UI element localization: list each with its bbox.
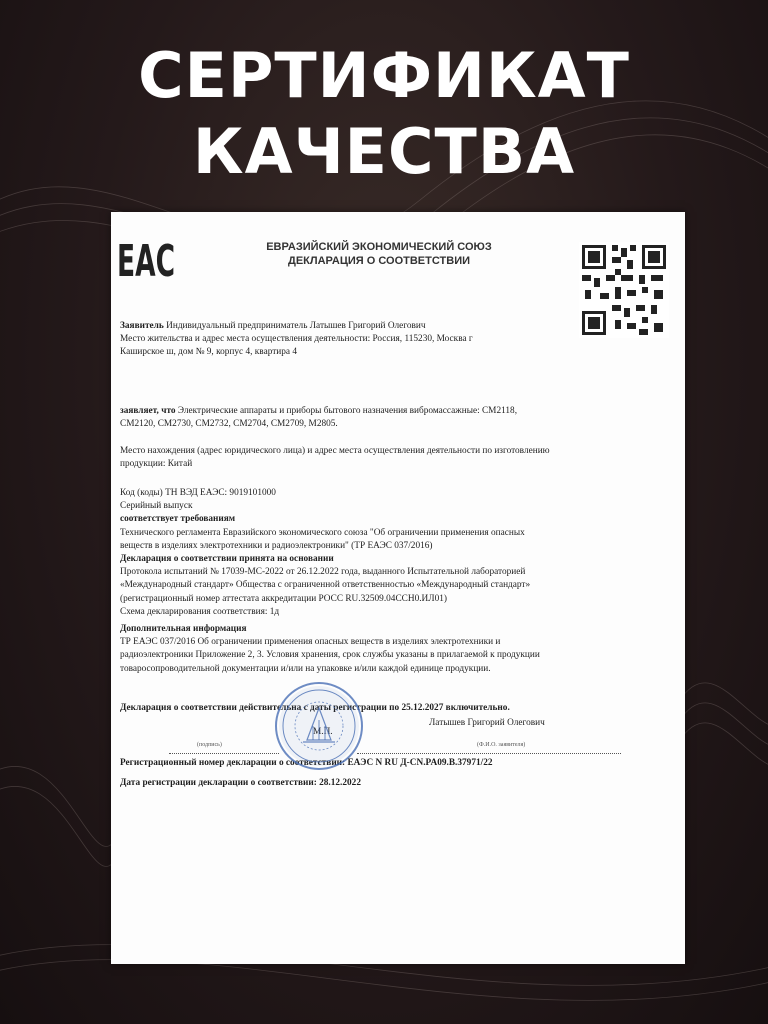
mp-mark: М.П. [313, 727, 333, 737]
address-line-2: Каширское ш, дом № 9, корпус 4, квартира 4 [120, 347, 298, 358]
requirements-section [120, 487, 665, 676]
registration-number: Регистрационный номер декларации о соответствии: ЕАЭС N RU Д-CN.PA09.B.37971/22 [120, 758, 493, 768]
document-header [239, 240, 519, 268]
basis-label: Декларация о соответствии принята на основании [120, 554, 334, 565]
official-stamp-icon [273, 680, 365, 772]
declares-text: Электрические аппараты и приборы бытового назначения вибромассажные: СМ2118, [177, 406, 518, 416]
extra-line-1: ТР ЕАЭС 037/2016 Об ограничении применения опасных веществ в изделиях электротехники и [120, 637, 501, 648]
header-line-2: ДЕКЛАРАЦИЯ О СООТВЕТСТВИИ [287, 255, 471, 267]
declaration-document [111, 212, 685, 964]
extra-info-label: Дополнительная информация [120, 624, 247, 635]
serial-release: Серийный выпуск [120, 501, 193, 512]
name-caption: (Ф.И.О. заявителя) [477, 742, 526, 748]
basis-line-3: (регистрационный номер аттестата аккредитации РОСС RU.32509.04ССН0.ИЛ01) [120, 593, 447, 604]
complies-line-2: веществ в изделиях электротехники и радиоэлектроники" (ТР ЕАЭС 037/2016) [120, 540, 433, 551]
manufacturer-section [120, 445, 665, 471]
applicant-text: Индивидуальный предприниматель Латышев Григорий Олегович [166, 321, 426, 331]
signer-name: Латышев Григорий Олегович [429, 718, 545, 728]
validity-line: Декларация о соответствии действительна с даты регистрации по 25.12.2027 включительно. [120, 703, 510, 713]
headline-line-2: КАЧЕСТВА [192, 115, 576, 188]
complies-line-1: Технического регламента Евразийского экономического союза "Об ограничении применения опасных [120, 527, 525, 538]
headline-line-1: СЕРТИФИКАТ [138, 39, 630, 112]
declares-section [120, 405, 665, 431]
signature-caption: (подпись) [197, 742, 222, 748]
extra-line-3: товаросопроводительной документации и/или на упаковке и/или каждой единице продукции. [120, 663, 491, 674]
tnved-code: Код (коды) ТН ВЭД ЕАЭС: 9019101000 [120, 488, 276, 498]
declares-label: заявляет, что [120, 406, 176, 416]
header-line-1: ЕВРАЗИЙСКИЙ ЭКОНОМИЧЕСКИЙ СОЮЗ [266, 241, 492, 253]
basis-line-2: «Международный стандарт» Общества с ограниченной ответственностью «Международный стандарт» [120, 580, 531, 591]
manufacturer-line-2: продукции: Китай [120, 459, 193, 470]
registration-date: Дата регистрации декларации о соответствии: 28.12.2022 [120, 778, 361, 788]
extra-line-2: радиоэлектроники Приложение 2, 3. Условия хранения, срок службы указаны в прилагаемой к продукции [120, 650, 540, 661]
page-headline [0, 38, 768, 190]
complies-label: соответствует требованиям [120, 514, 236, 525]
applicant-section [120, 320, 665, 360]
basis-line-4: Схема декларирования соответствия: 1д [120, 606, 280, 617]
manufacturer-line-1: Место нахождения (адрес юридического лица) и адрес места осуществления деятельности по изготовлению [120, 446, 550, 456]
svg-text:EAC: EAC [117, 236, 175, 287]
signature-line [169, 741, 279, 754]
applicant-label: Заявитель [120, 321, 164, 331]
eac-logo-icon [117, 236, 177, 287]
declares-line-2: СМ2120, СМ2730, СМ2732, СМ2704, СМ2709, М2805. [120, 419, 338, 430]
basis-line-1: Протокола испытаний № 17039-МС-2022 от 26.12.2022 года, выданного Испытательной лабораторией [120, 567, 526, 578]
address-line-1: Место жительства и адрес места осуществления деятельности: Россия, 115230, Москва г [120, 334, 473, 345]
